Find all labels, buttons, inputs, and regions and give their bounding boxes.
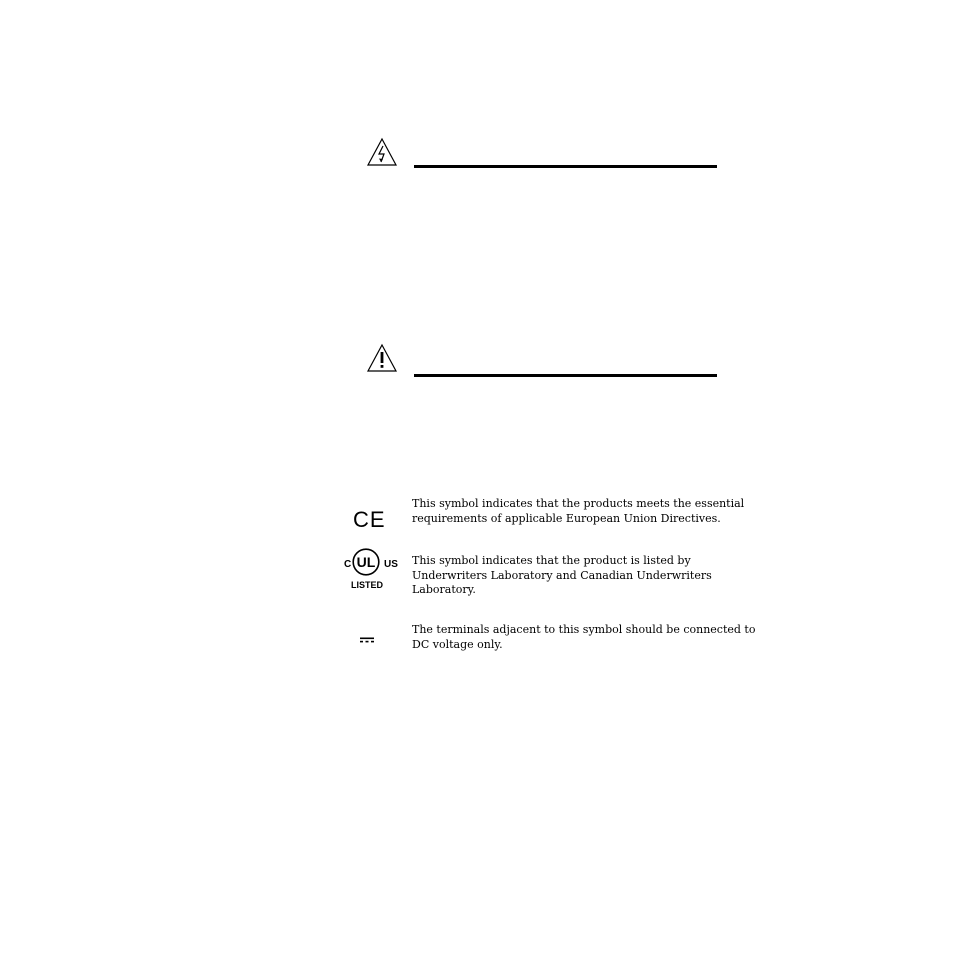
ce-mark-icon bbox=[353, 509, 386, 531]
ul-description: This symbol indicates that the product is listed by Underwriters Laboratory and Canadian Underwriters Laboratory. bbox=[412, 554, 712, 596]
ce-mark-text: CE bbox=[353, 507, 386, 532]
ul-mark-bottom: LISTED bbox=[351, 580, 384, 590]
dc-description: The terminals adjacent to this symbol should be connected to DC voltage only. bbox=[412, 623, 756, 651]
ul-mark-left: C bbox=[344, 559, 352, 570]
ul-mark-center: UL bbox=[356, 554, 376, 570]
exclamation-warning-icon bbox=[366, 343, 398, 373]
ul-circle-logo bbox=[352, 548, 380, 576]
ul-listed-icon bbox=[343, 548, 403, 598]
ul-mark-right: US bbox=[384, 559, 398, 570]
warning-rule-2 bbox=[414, 374, 717, 377]
dc-voltage-icon bbox=[359, 628, 375, 634]
warning-rule-1 bbox=[414, 165, 717, 168]
lightning-warning-icon bbox=[366, 137, 398, 167]
ce-description: This symbol indicates that the products meets the essential requirements of applicable European Union Directives. bbox=[412, 497, 745, 525]
